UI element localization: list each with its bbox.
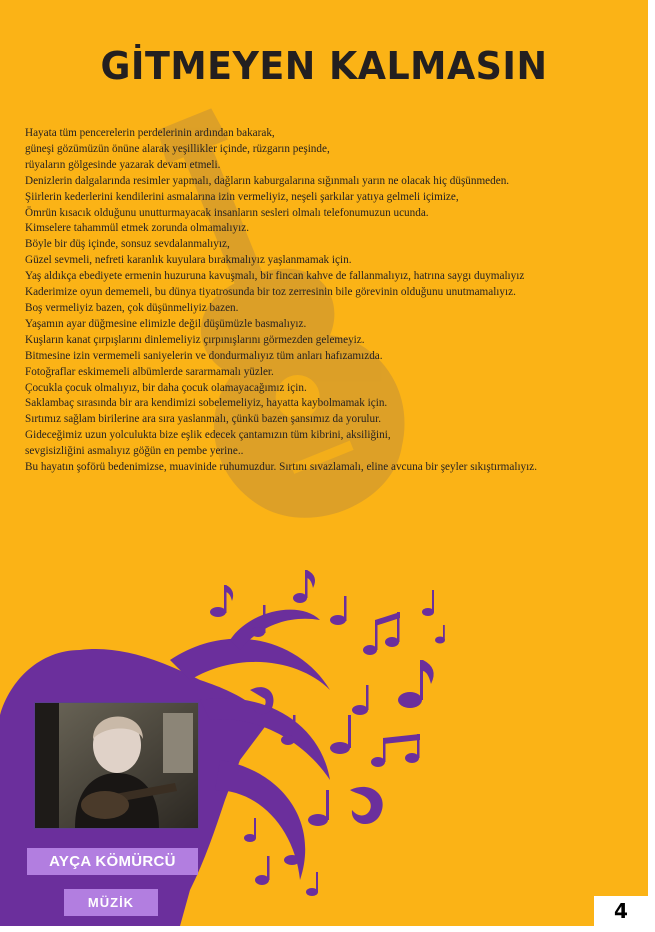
poem-line: rüyaların gölgesinde yazarak devam etmeli. — [25, 158, 221, 171]
section-badge: MÜZİK — [64, 889, 158, 916]
poem-line: Çocukla çocuk olmalıyız, bir daha çocuk olamayacağımız için. — [25, 381, 307, 394]
author-photo — [34, 702, 199, 829]
poem-line: Güzel sevmeli, nefreti karanlık kuyulara bırakmalıyız yaşlanmamak için. — [25, 254, 352, 267]
poem-line: Gideceğimiz uzun yolculukta bize eşlik edecek çantamızın tüm kibrini, aksiliğini, — [25, 429, 391, 442]
poem-line: Şiirlerin kederlerini kendilerini asmalarına izin vermeliyiz, neşeli şarkılar yatıya gelmeli içimize, — [25, 190, 459, 203]
poem-line: Kuşların kanat çırpışlarını dinlemeliyiz çırpınışlarını görmezden gelemeyiz. — [25, 333, 365, 346]
poem-line: Boş vermeliyiz bazen, çok düşünmeliyiz bazen. — [25, 301, 239, 314]
poem-line: Kimselere tahammül etmek zorunda olmamalıyız. — [25, 222, 249, 235]
poem-line: Yaş aldıkça ebediyete ermenin huzuruna kavuşmalı, bir fincan kahve de fallanmalıyız, hatrına saygı duymalıyız — [25, 270, 525, 283]
poem-line: Bitmesine izin vermemeli saniyelerin ve dondurmalıyız tüm anları hafızamızda. — [25, 349, 383, 362]
poem-line: sevgisizliğini asmalıyız göğün en pembe yerine.. — [25, 445, 244, 458]
poem-line: Yaşamın ayar düğmesine elimizle değil düşümüzle basmalıyız. — [25, 317, 307, 330]
poem-line: Ömrün kısacık olduğunu unutturmayacak insanların sesleri olmalı telefonumuzun ucunda. — [25, 206, 429, 219]
poem-line: Kaderimize oyun dememeli, bu dünya tiyatrosunda bir toz zerresinin bile görevinin olduğunu unutmamalıyız. — [25, 286, 516, 299]
poem-line: Denizlerin dalgalarında resimler yapmalı, dağların kaburgalarına sığınmalı yarın ne olacak hiç düşünmeden. — [25, 174, 510, 187]
poem-line: Fotoğraflar eskimemeli albümlerde sararmamalı yüzler. — [25, 365, 274, 378]
poem-line: Sırtımız sağlam birilerine ara sıra yaslanmalı, çünkü bazen şansımız da yorulur. — [25, 413, 382, 426]
poem-line: güneşi gözümüzün önüne alarak yeşillikler içinde, rüzgarın peşinde, — [25, 142, 330, 155]
page-number: 4 — [594, 896, 648, 926]
page-title: GİTMEYEN KALMASIN — [100, 44, 548, 88]
poem-line: Saklambaç sırasında bir ara kendimizi sobelemeliyiz, hayatta kaybolmamak için. — [25, 397, 388, 410]
poem-line: Bu hayatın şoförü bedenimizse, muavinide ruhumuzdur. Sırtını sıvazlamalı, eline avcuna bir şeyler sıkıştırmalıyız. — [25, 461, 538, 474]
poem-line: Böyle bir düş içinde, sonsuz sevdalanmalıyız, — [25, 238, 230, 251]
author-name-badge: AYÇA KÖMÜRCÜ — [27, 848, 198, 875]
poem-line: Hayata tüm pencerelerin perdelerinin ardından bakarak, — [25, 127, 275, 139]
